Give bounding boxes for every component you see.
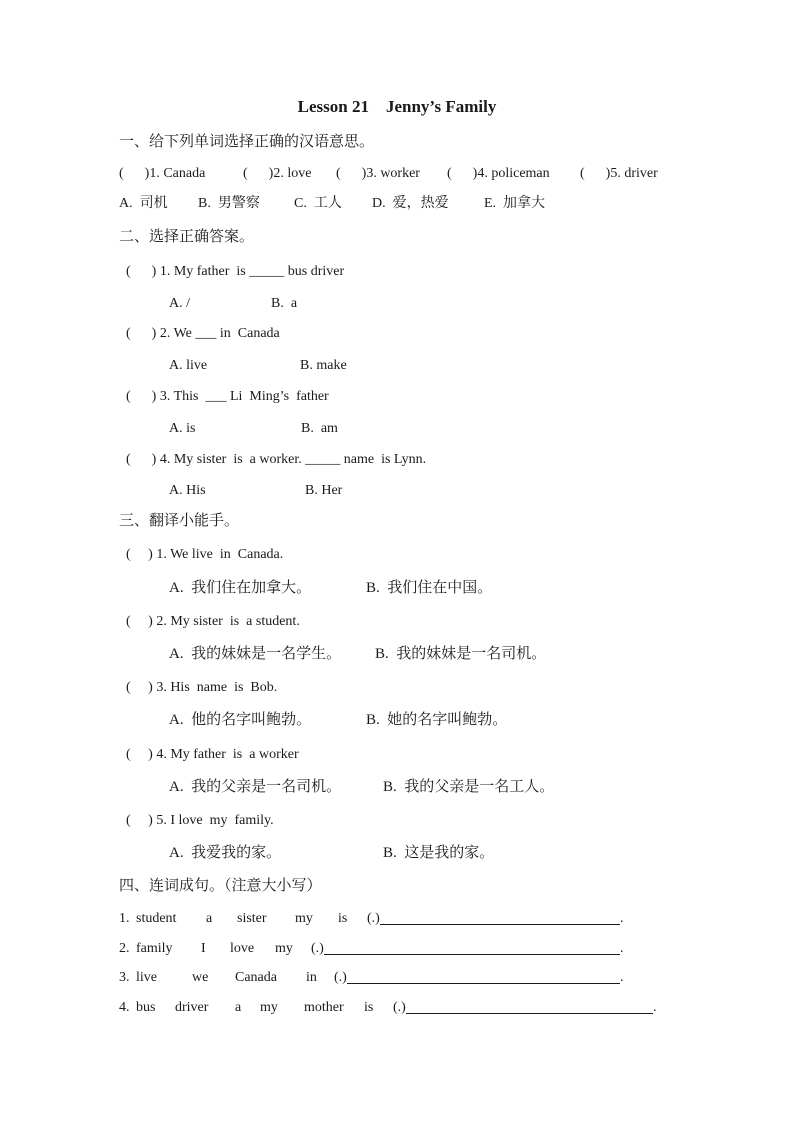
vocab-option: A. 司机 <box>119 196 168 211</box>
sentence-row <box>0 969 794 987</box>
sentence-word: we <box>192 970 209 985</box>
vocab-option: D. 爱，热爱 <box>372 196 449 211</box>
sentence-word: love <box>230 941 255 956</box>
translate-question: ( ) 4. My father is a worker <box>126 747 299 762</box>
translate-option-a: A. 我爱我的家。 <box>169 845 282 861</box>
translate-option-a: A. 我们住在加拿大。 <box>169 580 312 596</box>
sentence-word: a <box>206 911 213 926</box>
section2-heading: 二、选择正确答案。 <box>119 229 255 245</box>
choice-question: ( ) 3. This ___ Li Ming’s father <box>126 389 329 404</box>
answer-blank[interactable] <box>347 970 620 984</box>
sentence-word: live <box>136 970 157 985</box>
sentence-word: driver <box>175 1000 209 1015</box>
sentence-number: 1. <box>119 911 130 926</box>
sentence-end-mark: . <box>620 970 624 985</box>
vocab-item: ( )1. Canada <box>119 166 206 181</box>
sentence-row <box>0 910 794 928</box>
translate-option-b: B. 她的名字叫鲍勃。 <box>366 712 508 728</box>
choice-option-a: A. / <box>169 296 190 311</box>
sentence-word: is <box>364 1000 374 1015</box>
answer-blank[interactable] <box>324 941 620 955</box>
sentence-word: family <box>136 941 173 956</box>
vocab-item: ( )3. worker <box>336 166 420 181</box>
sentence-word: my <box>260 1000 278 1015</box>
translate-option-b: B. 这是我的家。 <box>383 845 495 861</box>
sentence-number: 2. <box>119 941 130 956</box>
choice-option-b: B. a <box>271 296 298 311</box>
sentence-end-mark: . <box>620 941 624 956</box>
translate-option-a: A. 他的名字叫鲍勃。 <box>169 712 312 728</box>
vocab-item: ( )2. love <box>243 166 312 181</box>
choice-question: ( ) 4. My sister is a worker. _____ name is Lynn. <box>126 452 427 467</box>
translate-question: ( ) 5. I love my family. <box>126 813 274 828</box>
sentence-word: Canada <box>235 970 277 985</box>
vocab-item: ( )4. policeman <box>447 166 550 181</box>
answer-blank[interactable] <box>406 1000 653 1014</box>
sentence-word: (.) <box>334 970 347 985</box>
sentence-word: my <box>295 911 313 926</box>
sentence-word: (.) <box>367 911 380 926</box>
translate-option-b: B. 我们住在中国。 <box>366 580 493 596</box>
sentence-number: 3. <box>119 970 130 985</box>
translate-option-a: A. 我的妹妹是一名学生。 <box>169 646 342 662</box>
page-title: Lesson 21 Jenny’s Family <box>297 97 497 116</box>
sentence-word: mother <box>304 1000 344 1015</box>
translate-question: ( ) 3. His name is Bob. <box>126 680 278 695</box>
section1-options-row <box>0 195 794 213</box>
choice-option-b: B. Her <box>305 483 343 498</box>
sentence-word: bus <box>136 1000 156 1015</box>
sentence-number: 4. <box>119 1000 130 1015</box>
choice-option-b: B. am <box>301 421 338 436</box>
choice-option-a: A. is <box>169 421 196 436</box>
section4-heading: 四、连词成句。（注意大小写） <box>119 878 322 894</box>
section1-heading: 一、给下列单词选择正确的汉语意思。 <box>119 134 375 150</box>
sentence-word: my <box>275 941 293 956</box>
sentence-word: a <box>235 1000 242 1015</box>
choice-option-b: B. make <box>300 358 347 373</box>
sentence-word: I <box>201 941 206 956</box>
choice-option-a: A. His <box>169 483 206 498</box>
choice-question: ( ) 2. We ___ in Canada <box>126 326 280 341</box>
sentence-word: is <box>338 911 348 926</box>
vocab-option: B. 男警察 <box>198 196 260 211</box>
answer-blank[interactable] <box>380 911 620 925</box>
translate-option-b: B. 我的妹妹是一名司机。 <box>375 646 547 662</box>
choice-question: ( ) 1. My father is _____ bus driver <box>126 264 345 279</box>
sentence-word: sister <box>237 911 267 926</box>
translate-question: ( ) 1. We live in Canada. <box>126 547 284 562</box>
sentence-end-mark: . <box>653 1000 657 1015</box>
vocab-option: C. 工人 <box>294 196 342 211</box>
translate-option-b: B. 我的父亲是一名工人。 <box>383 779 555 795</box>
sentence-row <box>0 940 794 958</box>
section3-heading: 三、翻译小能手。 <box>119 513 240 529</box>
vocab-item: ( )5. driver <box>580 166 658 181</box>
sentence-word: (.) <box>311 941 324 956</box>
sentence-end-mark: . <box>620 911 624 926</box>
vocab-option: E. 加拿大 <box>484 196 546 211</box>
sentence-word: in <box>306 970 317 985</box>
choice-option-a: A. live <box>169 358 208 373</box>
translate-question: ( ) 2. My sister is a student. <box>126 614 300 629</box>
section1-items-row <box>0 165 794 183</box>
sentence-word: student <box>136 911 177 926</box>
translate-option-a: A. 我的父亲是一名司机。 <box>169 779 342 795</box>
sentence-word: (.) <box>393 1000 406 1015</box>
sentence-row <box>0 999 794 1017</box>
